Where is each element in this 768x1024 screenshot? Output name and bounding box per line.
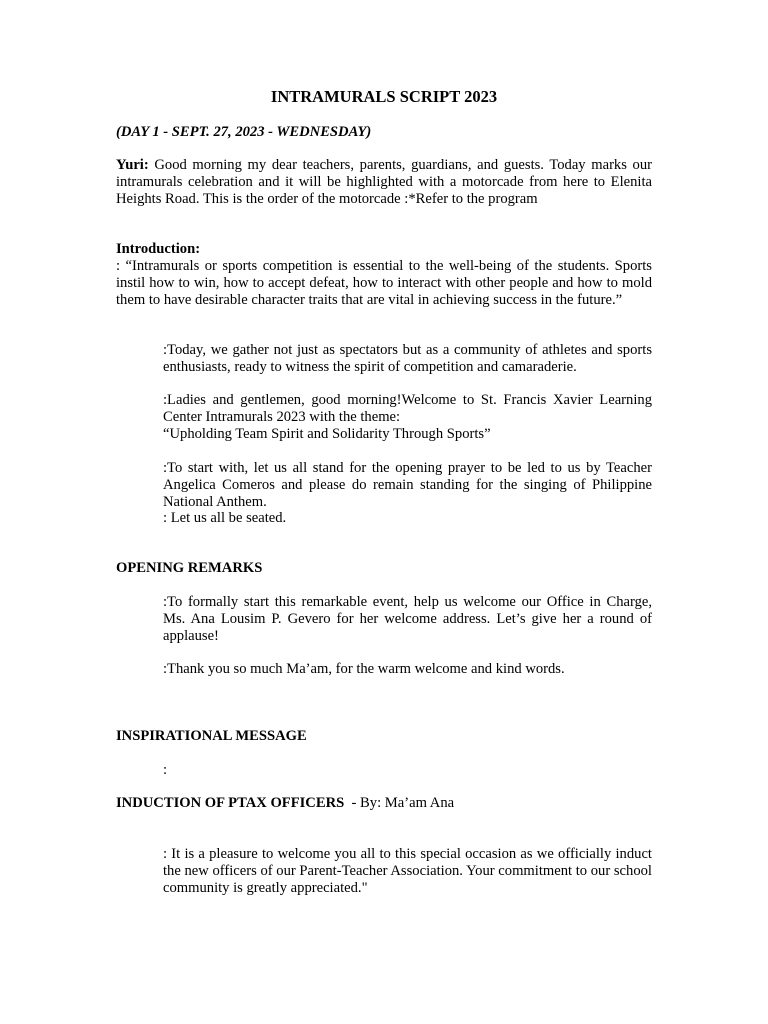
introduction-heading: Introduction: (116, 241, 201, 257)
inspirational-message-heading: INSPIRATIONAL MESSAGE (116, 728, 307, 744)
introduction-quote: : “Intramurals or sports competition is essential to the well-being of the students. Sports instil how to win, how to accept defeat, how to interact with other people and how to mold them to have desirable character traits that are vital in achieving success in the future.” (116, 258, 652, 308)
inspirational-message-text: : (163, 762, 168, 778)
introduction-theme: “Upholding Team Spirit and Solidarity Through Sports” (163, 426, 491, 442)
document-title: INTRAMURALS SCRIPT 2023 (270, 87, 498, 106)
opening-remarks-text: :To formally start this remarkable event, help us welcome our Office in Charge, Ms. Ana Lousim P. Gevero for her welcome address. Let’s give her a round of applause! (163, 594, 652, 644)
induction-text: : It is a pleasure to welcome you all to this special occasion as we officially induct the new officers of our Parent-Teacher Association. Your commitment to our school community is greatly appreciated." (163, 846, 652, 896)
yuri-text: Good morning my dear teachers, parents, guardians, and guests. Today marks our intramurals celebration and it will be highlighted with a motorcade from here to Elenita Heights Road. This is the order of the motorcade :*Refer to the program (116, 157, 652, 207)
document-subtitle: (DAY 1 - SEPT. 27, 2023 - WEDNESDAY) (116, 124, 372, 140)
introduction-today: :Today, we gather not just as spectators but as a community of athletes and sports enthusiasts, ready to witness the spirit of competition and camaraderie. (163, 342, 652, 375)
opening-remarks-thanks: :Thank you so much Ma’am, for the warm welcome and kind words. (163, 661, 565, 677)
yuri-speaker: Yuri: (116, 157, 149, 173)
opening-remarks-heading: OPENING REMARKS (116, 560, 263, 576)
introduction-welcome: :Ladies and gentlemen, good morning!Welcome to St. Francis Xavier Learning Center Intramurals 2023 with the theme: (163, 392, 652, 425)
introduction-seated: : Let us all be seated. (163, 510, 287, 526)
yuri-paragraph (116, 157, 652, 208)
induction-heading: INDUCTION OF PTAX OFFICERS (116, 795, 345, 811)
induction-by: - By: Ma’am Ana (344, 795, 455, 811)
introduction-prayer: :To start with, let us all stand for the opening prayer to be led to us by Teacher Angelica Comeros and please do remain standing for the singing of Philippine National Anthem. (163, 460, 652, 510)
induction-line (116, 795, 652, 812)
